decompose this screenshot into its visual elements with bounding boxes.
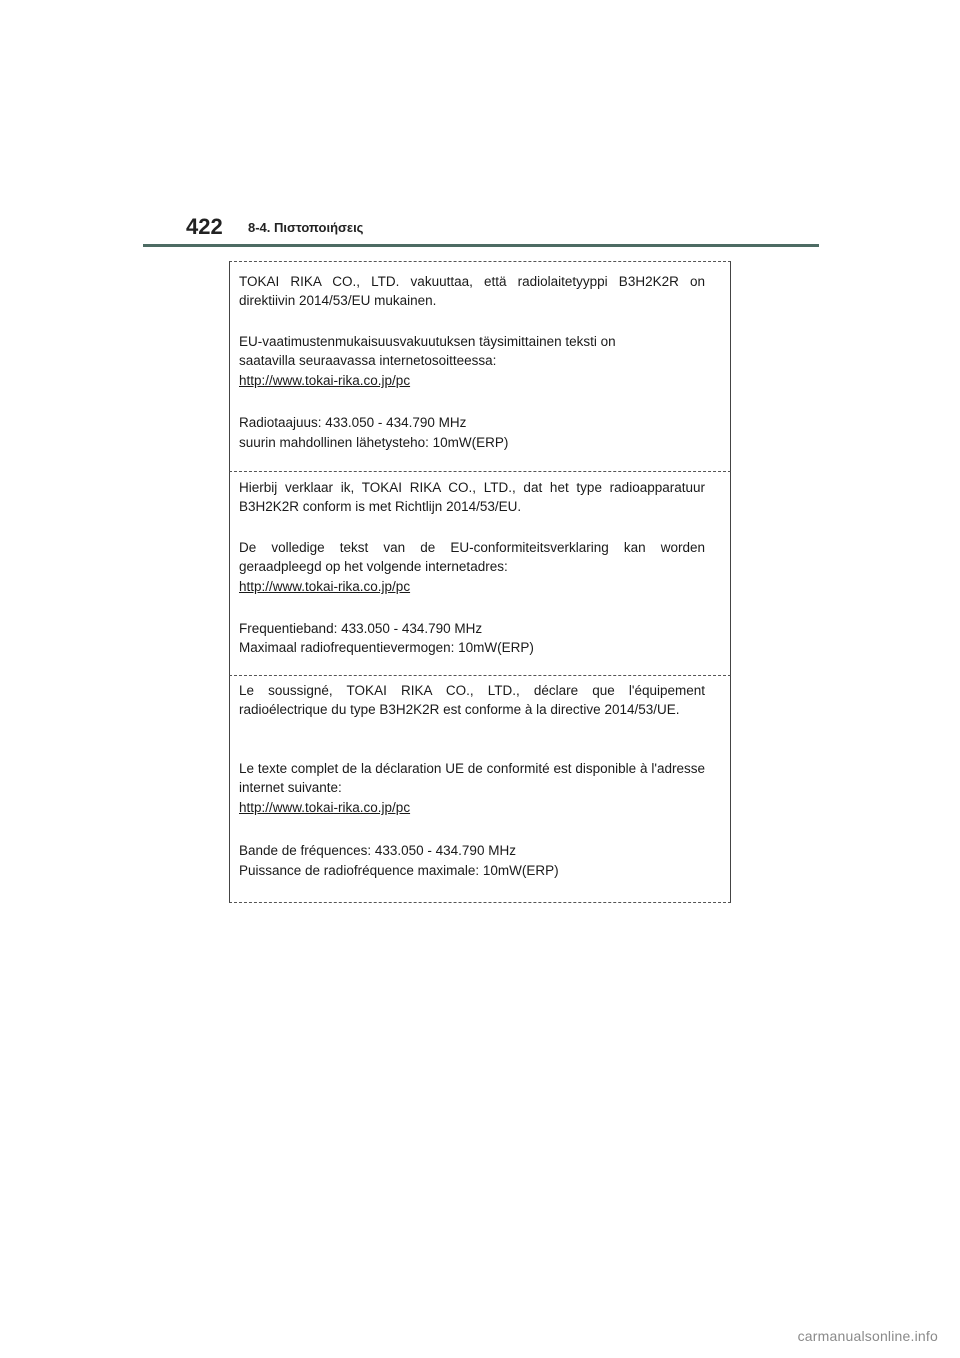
declaration-intro: Le soussigné, TOKAI RIKA CO., LTD., déclare que l'équipement radioélectrique du type B3H2K2R est conforme à la directive 2014/53/UE. (239, 683, 705, 717)
frequency-text: Radiotaajuus: 433.050 - 434.790 MHz (239, 415, 467, 430)
declaration-intro: Hierbij verklaar ik, TOKAI RIKA CO., LTD., dat het type radioapparatuur B3H2K2R conform is met Richtlijn 2014/53/EU. (239, 480, 705, 514)
declaration-scan (229, 261, 731, 901)
declaration-text-line1: EU-vaatimustenmukaisuusvakuutuksen täysimittainen teksti on (239, 334, 616, 349)
declaration-url-link[interactable]: http://www.tokai-rika.co.jp/pc (239, 579, 411, 594)
declaration-text: Le texte complet de la déclaration UE de conformité est disponible à l'adresse internet suivante: (239, 761, 705, 795)
header-rule (143, 244, 819, 247)
frequency-text: Bande de fréquences: 433.050 - 434.790 MHz (239, 843, 516, 858)
declaration-text: De volledige tekst van de EU-conformiteitsverklaring kan worden geraadpleegd op het volgende internetadres: (239, 540, 705, 574)
watermark: carmanualsonline.info (797, 1328, 938, 1344)
declaration-intro: TOKAI RIKA CO., LTD. vakuuttaa, että radiolaitetyyppi B3H2K2R on direktiivin 2014/53/EU mukainen. (239, 274, 705, 308)
declaration-dutch (229, 471, 731, 676)
declaration-french (229, 675, 731, 903)
declaration-url-link[interactable]: http://www.tokai-rika.co.jp/pc (239, 373, 411, 388)
declaration-finnish (229, 261, 731, 472)
declaration-url-link[interactable]: http://www.tokai-rika.co.jp/pc (239, 800, 411, 815)
section-title: 8-4. Πιστοποιήσεις (248, 220, 364, 235)
page-header (186, 214, 826, 244)
power-text: Maximaal radiofrequentievermogen: 10mW(ERP) (239, 640, 534, 655)
declaration-text-line2: saatavilla seuraavassa internetosoitteessa: (239, 353, 497, 368)
declaration-text-line (239, 332, 705, 351)
power-text: suurin mahdollinen lähetysteho: 10mW(ERP) (239, 435, 509, 450)
page-number: 422 (186, 214, 223, 239)
frequency-text: Frequentieband: 433.050 - 434.790 MHz (239, 621, 483, 636)
power-text: Puissance de radiofréquence maximale: 10mW(ERP) (239, 863, 559, 878)
